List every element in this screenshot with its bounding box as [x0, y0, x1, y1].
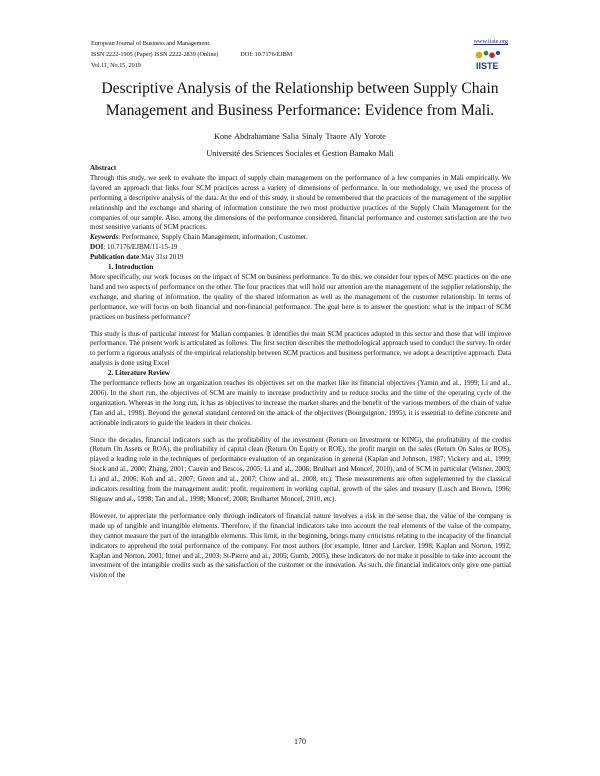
pubdate-value: :May 31st 2019 — [139, 253, 184, 262]
abstract-heading: Abstract — [90, 164, 117, 172]
keywords-line — [90, 233, 511, 243]
iiste-logo — [473, 49, 507, 73]
affiliation: Université des Sciences Sociales et Gestion Bamako Mali — [206, 149, 394, 158]
issn: ISSN 2222-1905 (Paper) ISSN 2222-2839 (Online) — [91, 51, 219, 58]
intro-paragraph-2: This study is thus of particular interest for Malian companies. It identifies the main SCM practices adopted in this sector and those that will improve performance. The present work is articulated as follows. The first section describes the methodological approach used to conduct the survey. In order to perform a rigorous analysis of the empirical relationship between SCM practices and business performance, we adopt a descriptive approach. Data analysis is done using Excel — [90, 329, 511, 368]
doi-value: : 10.7176/EJBM/11-15-19 — [103, 243, 178, 252]
iiste-logo-icon — [473, 49, 507, 73]
volume-line: Vol.11, No.15, 2019 — [91, 62, 141, 69]
issn-line — [91, 49, 511, 60]
keywords-value: : Performance, Supply Chain Management, information, Customer. — [118, 233, 308, 242]
authors: Kone Abdrahamane Salia Sinaly Traore Aly Yorote — [214, 132, 386, 141]
paper-title: Descriptive Analysis of the Relationship between Supply Chain Management and Business Performance: Evidence from Mali. — [101, 80, 499, 119]
literature-review-heading: 2. Literature Review — [108, 369, 170, 378]
doi-line — [90, 243, 511, 253]
doi-label: DOI — [90, 243, 104, 252]
journal-name: European Journal of Business and Management — [91, 40, 210, 47]
literature-paragraph-1: The performance reflects how an organization reaches its objectives set on the market like its financial objectives (Yamin and al., 1999; Li and al., 2006). In the short run, the objectives of SCM are mainly to increase productivity and to reduce stocks and the time of the operating cycle of the organization. Whereas in the long run, it has as objectives to increase the market shares and the benefit of the various members of the chain of value (Tan and al., 1998). Beyond the general standard centered on the attack of the objectives (Bourguignon, 1995), it is essential to define concrete and actionable indicators to guide the leaders in their choices. — [90, 379, 511, 427]
introduction-heading: 1. Introduction — [108, 263, 154, 272]
abstract-text: Through this study, we seek to evaluate the impact of supply chain management on the performance of a few companies in Mali empirically. We favored an approach that links four SCM practices across a variety of dimensions of performance. In our methodology, we used the process of performing a descriptive analysis of the data. At the end of this study, it should be remembered that the practices of the management of the supplier relationship and the exchange and sharing of information constitute the two most productive practices of the Supply Chain Management for the companies of our sample. Also, among the dimensions of the performance considered, financial performance and customer satisfaction are the two most sensitive variants of SCM practices. — [90, 173, 511, 232]
intro-paragraph-1: More specifically, our work focuses on the impact of SCM on business performance. To do this, we consider four types of MSC practices on the one hand and two aspects of performance on the other. The four practices that will hold our attention are the management of the supplier relationship, the exchange, and sharing of information, the quality of the shared information as well as the management of the customer relationship. In terms of performance, we will focus on both financial and non-financial performance. The goal here is to answer the question: what is the impact of SCM practices on business performance? — [90, 272, 511, 321]
logo-text: IISTE — [476, 61, 499, 71]
pubdate-label: Publication date — [90, 253, 140, 262]
keywords-label: Keywords — [90, 233, 119, 242]
journal-header — [91, 38, 511, 71]
website-link[interactable]: www.iiste.org — [473, 38, 508, 45]
literature-paragraph-3: However, to appreciate the performance only through indicators of financial nature involves a risk in the sense that, the value of the company is made up of tangible and intangible elements. Therefore, if the financial indicators take into account the real elements of the value of the company, they cannot measure the part of the intangible elements. This limit, in the beginning, brings many criticisms relating to the incapacity of the financial indicators to apprehend the total performance of the company. For most authors (for example, Ittner and Larcker, 1998; Kaplan and Norton, 1992; Kaplan and Norton, 2001; Ittner and al., 2003; St-Pierre and al., 2005; Gumb, 2005), these indicators do not make it possible to take into account the investment of the intangible credits such as the satisfaction of the customer or the innovation. As such, the financial indicators only give one partial vision of the — [90, 511, 511, 580]
paper-body — [90, 164, 511, 581]
journal-doi: DOI: 10.7176/EJBM — [240, 51, 293, 58]
literature-paragraph-2: Since the decades, financial indicators such as the profitability of the investment (Return on Investment or KING), the profitability of the credits (Return On Assets or ROA), the profitability of capital clean (Return On Equity or ROE), the profit margin on the sales (Return On Sales or ROS), played a leading role in the techniques of performance evaluation of an organization in general (Kaplan and Johnson, 1987; Vickery and al., 1999; Stock and al., 2000; Zhang, 2001; Cauvin and Bescos, 2005; Li and al., 2006; Brulhart and Moncef, 2010), and of SCM in particular (Wisner, 2003; Li and al., 2006; Koh and al., 2007; Green and al., 2007; Chow and al., 2008, etc). These measurements are often supplemented by the classical indicators resulting from the management audit: profit, requirement in working capital, growth of the sales and treasury (Lusch and Brown, 1996; Sliguaw and al., 1998; Tan and al., 1998; Moncef, 2008; Brulhartet Moncef, 2010, etc). — [90, 435, 511, 503]
page-number: 170 — [294, 737, 306, 746]
pubdate-line — [90, 253, 511, 263]
